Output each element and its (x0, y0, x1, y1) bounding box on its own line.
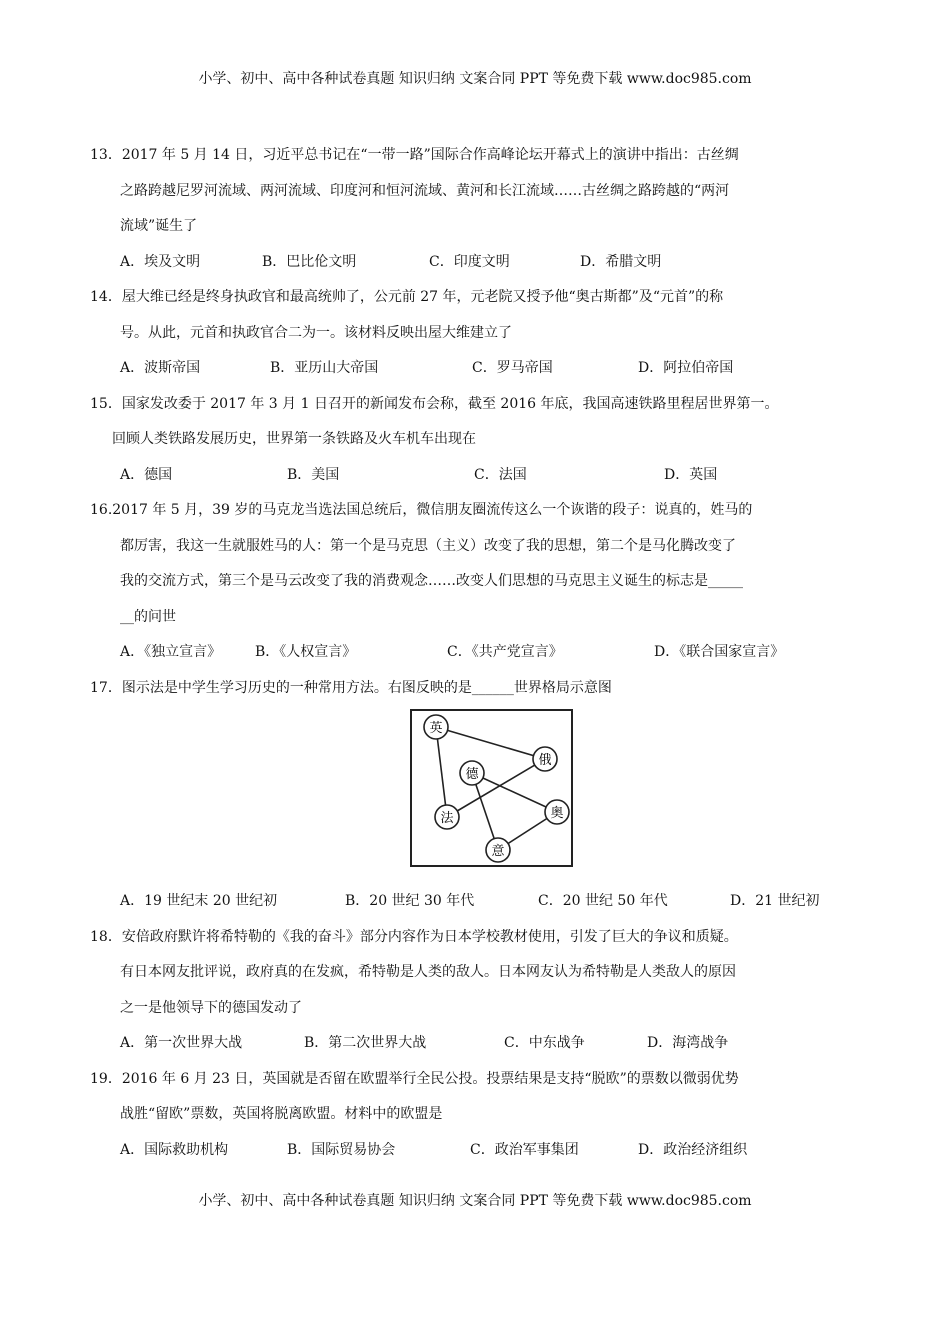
question-18 (90, 927, 870, 1054)
option-b: B．亚历山大帝国 (270, 360, 379, 376)
options-row (90, 465, 870, 485)
node-ao (545, 800, 569, 824)
option-d: D．英国 (664, 466, 718, 483)
option-b: B．美国 (287, 466, 340, 483)
node-label: 英 (429, 721, 443, 736)
figure-row (90, 709, 870, 877)
question-15 (90, 394, 870, 485)
node-e (533, 747, 557, 771)
question-text-line: 回顾人类铁路发展历史，世界第一条铁路及火车机车出现在 (112, 431, 476, 447)
node-label: 德 (465, 767, 479, 782)
alliance-diagram-svg (412, 711, 571, 865)
options-row (90, 1140, 870, 1160)
option-a: A．埃及文明 (120, 253, 201, 270)
alliance-diagram (410, 709, 573, 867)
node-label: 法 (440, 811, 454, 826)
option-d: D．《联合国家宣言》 (654, 644, 785, 660)
question-text-line: 流域”诞生了 (120, 218, 198, 234)
question-text-line: 之路跨越尼罗河流域、两河流域、印度河和恒河流域、黄河和长江流域……古丝绸之路跨越的“两河 (120, 182, 730, 199)
question-text-line: 之一是他领导下的德国发动了 (120, 999, 302, 1016)
option-a: A．《独立宣言》 (120, 644, 222, 660)
question-19 (90, 1069, 870, 1160)
option-b: B．《人权宣言》 (255, 644, 357, 660)
question-text-line: 13．2017 年 5 月 14 日，习近平总书记在“一带一路”国际合作高峰论坛开幕式上的演讲中指出：古丝绸 (90, 147, 739, 163)
option-c: C．20 世纪 50 年代 (538, 893, 668, 909)
option-a: A．波斯帝国 (120, 360, 201, 376)
question-text-line: 号。从此，元首和执政官合二为一。该材料反映出屋大维建立了 (120, 324, 512, 341)
edge-ying-fa (436, 727, 447, 817)
question-text-line: 我的交流方式，第三个是马云改变了我的消费观念……改变人们思想的马克思主义诞生的标志是_____ (120, 573, 743, 589)
node-de (460, 761, 484, 785)
question-16 (90, 500, 870, 662)
node-fa (435, 805, 459, 829)
question-text-line: 16.2017 年 5 月，39 岁的马克龙当选法国总统后，微信朋友圈流传这么一个诙谐的段子：说真的，姓马的 (90, 502, 753, 518)
question-text-line: 都厉害，我这一生就服姓马的人：第一个是马克思（主义）改变了我的思想，第二个是马化腾改变了 (120, 537, 736, 554)
option-a: A．第一次世界大战 (120, 1035, 243, 1051)
option-c: C．法国 (474, 466, 527, 483)
option-a: A．国际救助机构 (120, 1141, 229, 1158)
question-text-line: 18．安倍政府默许将希特勒的《我的奋斗》部分内容作为日本学校教材使用，引发了巨大的争议和质疑。 (90, 928, 738, 945)
question-text-line: 战胜“留欧”票数，英国将脱离欧盟。材料中的欧盟是 (120, 1106, 443, 1122)
question-text-line: 14．屋大维已经是终身执政官和最高统帅了，公元前 27 年，元老院又授予他“奥古斯都”及“元首”的称 (90, 289, 724, 305)
option-c: C．中东战争 (504, 1035, 585, 1051)
option-d: D．21 世纪初 (730, 893, 820, 909)
node-label: 意 (491, 844, 505, 859)
question-text-line: 17．图示法是中学生学习历史的一种常用方法。右图反映的是______世界格局示意图 (90, 679, 612, 696)
question-13 (90, 145, 870, 272)
question-text-line: 有日本网友批评说，政府真的在发疯，希特勒是人类的敌人。日本网友认为希特勒是人类敌人的原因 (120, 964, 736, 980)
option-a: A．19 世纪末 20 世纪初 (120, 893, 278, 909)
option-b: B．国际贸易协会 (287, 1141, 396, 1158)
option-c: C．政治军事集团 (470, 1141, 579, 1158)
option-c: C．罗马帝国 (472, 360, 553, 376)
page-header: 小学、初中、高中各种试卷真题 知识归纳 文案合同 PPT 等免费下载 www.doc985.com (198, 71, 752, 87)
question-text-line: __的问世 (120, 608, 176, 625)
option-b: B．巴比伦文明 (262, 253, 357, 270)
option-b: B．20 世纪 30 年代 (345, 893, 475, 909)
options-row (90, 1033, 870, 1053)
options-row (90, 891, 870, 911)
option-d: D．政治经济组织 (638, 1141, 748, 1158)
option-d: D．阿拉伯帝国 (638, 360, 734, 376)
question-text-line: 15．国家发改委于 2017 年 3 月 1 日召开的新闻发布会称，截至 2016 年底，我国高速铁路里程居世界第一。 (90, 395, 779, 412)
option-c: C．《共产党宣言》 (447, 644, 563, 660)
question-list (90, 145, 870, 1175)
node-ying (424, 715, 448, 739)
question-14 (90, 287, 870, 378)
option-d: D．希腊文明 (580, 253, 662, 270)
question-17 (90, 678, 870, 912)
edge-ying-e (436, 727, 545, 759)
option-d: D．海湾战争 (647, 1035, 729, 1051)
option-c: C．印度文明 (429, 253, 510, 270)
node-label: 奥 (550, 806, 564, 821)
option-b: B．第二次世界大战 (304, 1035, 427, 1051)
options-row (90, 252, 870, 272)
options-row (90, 358, 870, 378)
question-text-line: 19．2016 年 6 月 23 日，英国就是否留在欧盟举行全民公投。投票结果是支持“脱欧”的票数以微弱优势 (90, 1070, 739, 1087)
option-a: A．德国 (120, 466, 173, 483)
page-footer: 小学、初中、高中各种试卷真题 知识归纳 文案合同 PPT 等免费下载 www.doc985.com (198, 1193, 752, 1209)
edge-de-ao (472, 773, 557, 812)
options-row (90, 642, 870, 662)
node-label: 俄 (538, 753, 552, 768)
node-yi (486, 838, 510, 862)
